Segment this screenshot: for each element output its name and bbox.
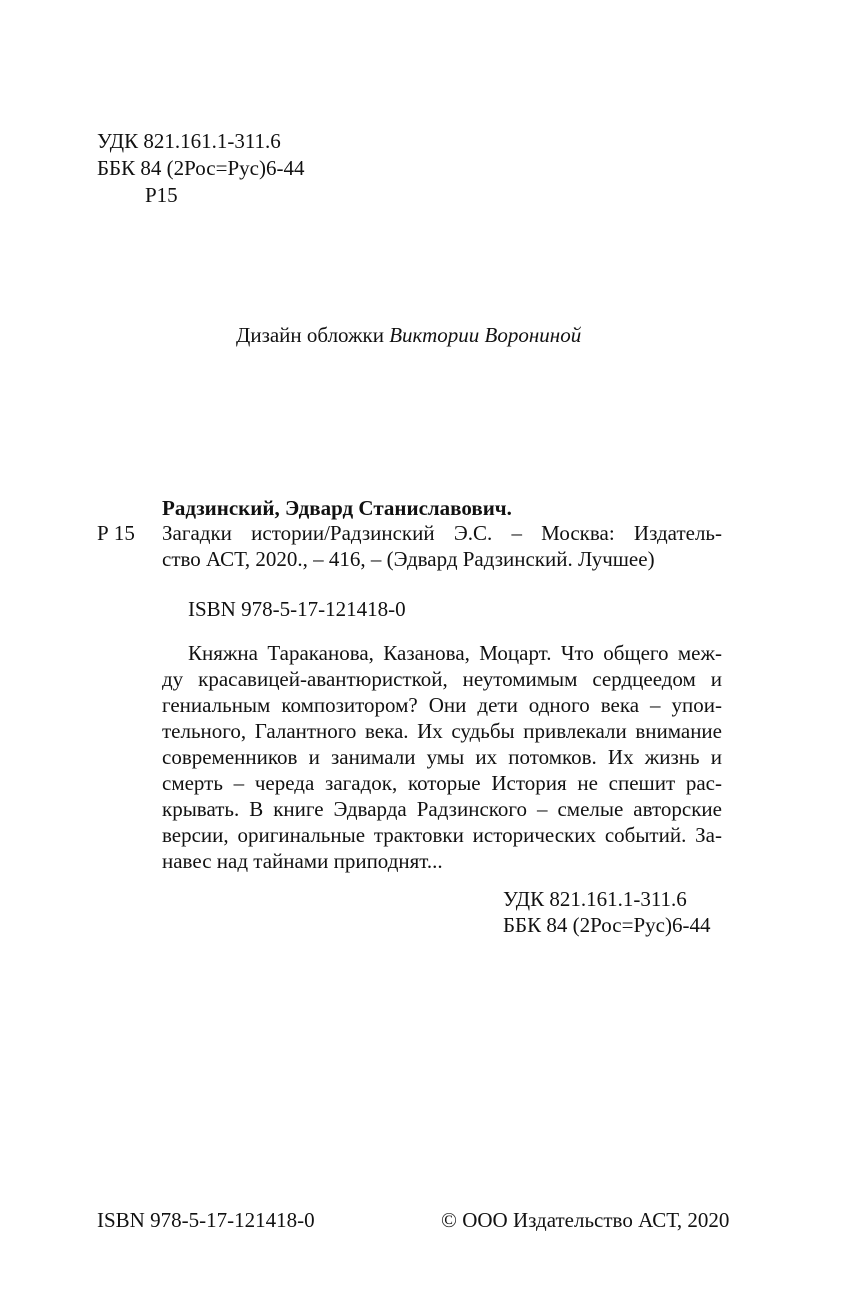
record-author: Радзинский, Эдвард Станиславович.: [162, 496, 512, 520]
annotation-line: версии, оригинальные трактовки исторических событий. За-: [162, 823, 722, 847]
record-code: Р 15: [97, 521, 135, 545]
record-isbn: ISBN 978-5-17-121418-0: [188, 597, 406, 621]
header-udk: УДК 821.161.1-311.6: [97, 129, 281, 153]
header-bbk: ББК 84 (2Рос=Рус)6-44: [97, 156, 305, 180]
cover-designer-name: Виктории Ворониной: [389, 323, 582, 347]
footer-isbn: ISBN 978-5-17-121418-0: [97, 1208, 315, 1232]
cover-design-prefix: Дизайн обложки: [236, 323, 384, 347]
record-title-line-2: ство АСТ, 2020., – 416, – (Эдвард Радзинский. Лучшее): [162, 547, 655, 571]
annotation-line: современников и занимали умы их потомков. Их жизнь и: [162, 745, 722, 769]
annotation-line: смерть – череда загадок, которые История не спешит рас-: [162, 771, 722, 795]
header-author-code: Р15: [145, 183, 178, 207]
classification-udk: УДК 821.161.1-311.6: [503, 887, 687, 911]
footer-copyright: © ООО Издательство АСТ, 2020: [441, 1208, 730, 1232]
annotation-line: Княжна Тараканова, Казанова, Моцарт. Что общего меж-: [188, 641, 722, 665]
cover-design-credit: [236, 322, 581, 348]
record-title-line-1: Загадки истории/Радзинский Э.С. – Москва: Издатель-: [162, 521, 722, 545]
annotation-line: гениальным композитором? Они дети одного века – упои-: [162, 693, 722, 717]
classification-bbk: ББК 84 (2Рос=Рус)6-44: [503, 913, 711, 937]
annotation-line: тельного, Галантного века. Их судьбы привлекали внимание: [162, 719, 722, 743]
annotation-line: навес над тайнами приподнят...: [162, 849, 443, 873]
annotation-line: крывать. В книге Эдварда Радзинского – смелые авторские: [162, 797, 722, 821]
annotation-line: ду красавицей-авантюристкой, неутомимым сердцеедом и: [162, 667, 722, 691]
